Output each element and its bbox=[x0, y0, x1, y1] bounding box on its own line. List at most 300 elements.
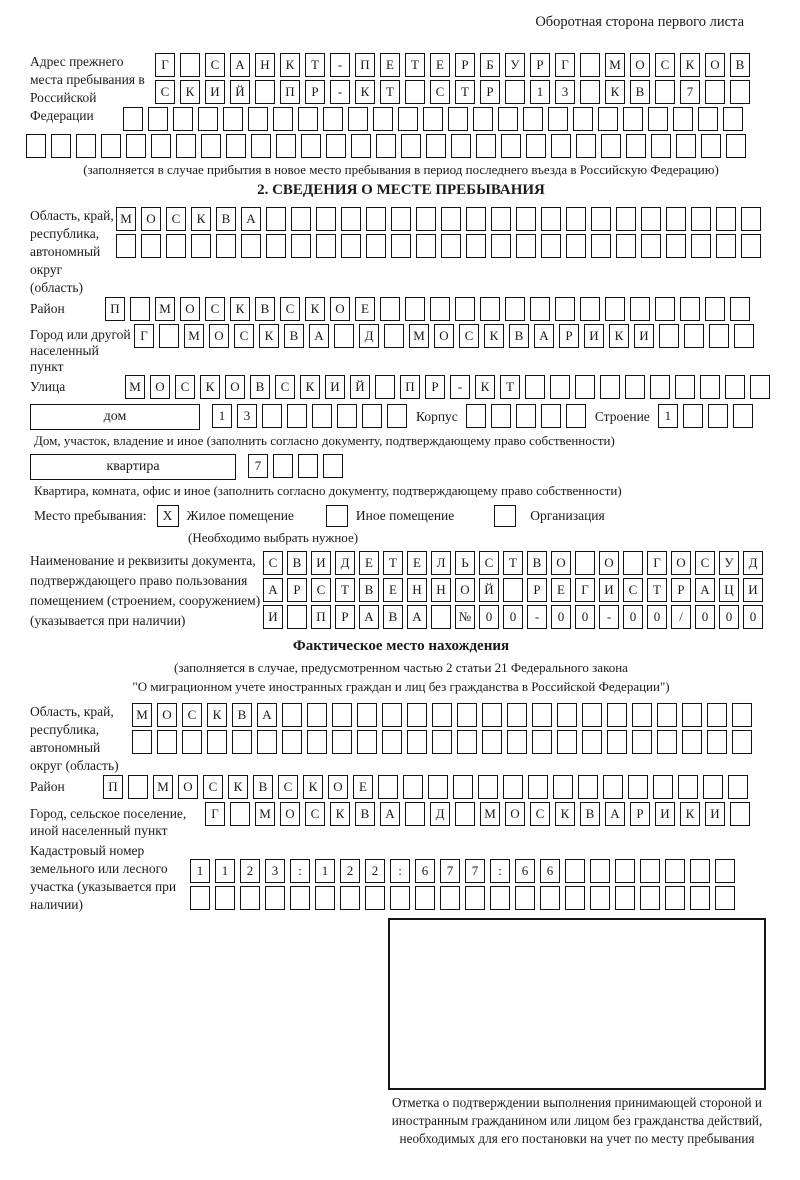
char-cell bbox=[705, 80, 725, 104]
char-cell bbox=[703, 775, 723, 799]
char-cell: 2 bbox=[240, 859, 260, 883]
char-cell bbox=[707, 703, 727, 727]
city-block bbox=[30, 324, 772, 375]
char-cell bbox=[273, 454, 293, 478]
char-cell bbox=[730, 802, 750, 826]
char-cell bbox=[455, 297, 475, 321]
char-cell bbox=[380, 297, 400, 321]
char-cell: К bbox=[484, 324, 504, 348]
char-cell bbox=[466, 404, 486, 428]
char-cell bbox=[600, 375, 620, 399]
char-cell: В bbox=[216, 207, 236, 231]
char-cell bbox=[482, 730, 502, 754]
char-cell bbox=[616, 234, 636, 258]
char-cell: Д bbox=[743, 551, 763, 575]
char-cell bbox=[575, 551, 595, 575]
char-cell: М bbox=[255, 802, 275, 826]
char-cell: С bbox=[275, 375, 295, 399]
previous-address-extra-row bbox=[26, 134, 772, 158]
char-cell bbox=[659, 324, 679, 348]
char-cell bbox=[591, 234, 611, 258]
char-cell bbox=[641, 207, 661, 231]
street-label: Улица bbox=[30, 379, 66, 394]
char-cell bbox=[401, 134, 421, 158]
char-cell bbox=[616, 207, 636, 231]
char-cell bbox=[666, 234, 686, 258]
actual-region-label: Область, край, республика, автономный округ (область) bbox=[30, 704, 119, 773]
char-cell: С bbox=[430, 80, 450, 104]
char-cell bbox=[566, 234, 586, 258]
char-cell: Е bbox=[359, 551, 379, 575]
char-row bbox=[205, 802, 755, 826]
char-cell bbox=[307, 730, 327, 754]
char-row bbox=[116, 234, 766, 258]
char-cell bbox=[498, 107, 518, 131]
char-cell: Т bbox=[380, 80, 400, 104]
char-cell bbox=[709, 324, 729, 348]
char-cell bbox=[373, 107, 393, 131]
char-cell: Р bbox=[335, 605, 355, 629]
char-cell bbox=[507, 703, 527, 727]
char-cell: 6 bbox=[540, 859, 560, 883]
char-cell bbox=[257, 730, 277, 754]
char-cell bbox=[441, 234, 461, 258]
region-cells bbox=[116, 207, 766, 261]
actual-region-cells bbox=[132, 703, 757, 757]
char-cell bbox=[607, 730, 627, 754]
district-block bbox=[30, 297, 772, 324]
char-cell bbox=[307, 703, 327, 727]
char-cell: П bbox=[400, 375, 420, 399]
char-cell: 1 bbox=[658, 404, 678, 428]
char-cell bbox=[340, 886, 360, 910]
char-cell bbox=[598, 107, 618, 131]
char-cell bbox=[684, 324, 704, 348]
char-cell bbox=[550, 375, 570, 399]
char-cell: С bbox=[155, 80, 175, 104]
char-cell bbox=[130, 297, 150, 321]
char-cell: Г bbox=[134, 324, 154, 348]
char-cell bbox=[348, 107, 368, 131]
char-cell: К bbox=[605, 80, 625, 104]
actual-location-note-2: "О миграционном учете иностранных граждан и лиц без гражданства в Российской Федерации") bbox=[132, 679, 670, 694]
char-cell bbox=[733, 404, 753, 428]
char-cell: 0 bbox=[719, 605, 739, 629]
char-cell bbox=[376, 134, 396, 158]
char-cell: К bbox=[207, 703, 227, 727]
char-cell bbox=[540, 886, 560, 910]
char-cell: Е bbox=[353, 775, 373, 799]
char-cell bbox=[665, 859, 685, 883]
char-cell bbox=[151, 134, 171, 158]
char-cell bbox=[190, 886, 210, 910]
char-cell bbox=[378, 775, 398, 799]
char-row bbox=[263, 578, 767, 602]
char-cell: Н bbox=[431, 578, 451, 602]
char-cell bbox=[683, 404, 703, 428]
char-cell bbox=[516, 234, 536, 258]
char-cell bbox=[316, 207, 336, 231]
char-cell bbox=[580, 53, 600, 77]
checkbox-organization bbox=[494, 505, 516, 527]
char-cell bbox=[553, 775, 573, 799]
char-cell bbox=[640, 859, 660, 883]
char-cell: - bbox=[330, 53, 350, 77]
char-cell bbox=[523, 107, 543, 131]
char-cell: Д bbox=[359, 324, 379, 348]
char-cell bbox=[390, 886, 410, 910]
char-cell bbox=[575, 375, 595, 399]
char-cell bbox=[198, 107, 218, 131]
checkbox-residential: X bbox=[157, 505, 179, 527]
char-cell bbox=[116, 234, 136, 258]
char-cell bbox=[655, 297, 675, 321]
char-cell bbox=[366, 234, 386, 258]
char-cell: К bbox=[228, 775, 248, 799]
char-cell bbox=[316, 234, 336, 258]
char-cell: К bbox=[305, 297, 325, 321]
char-cell bbox=[730, 297, 750, 321]
char-cell: Т bbox=[503, 551, 523, 575]
char-cell bbox=[453, 775, 473, 799]
char-cell: Р bbox=[530, 53, 550, 77]
char-cell: В bbox=[355, 802, 375, 826]
char-cell: : bbox=[390, 859, 410, 883]
char-cell bbox=[403, 775, 423, 799]
char-cell bbox=[734, 324, 754, 348]
stroenie-label: Строение bbox=[594, 409, 650, 424]
stamp-area bbox=[388, 918, 766, 1148]
char-cell bbox=[357, 703, 377, 727]
char-cell: И bbox=[325, 375, 345, 399]
char-cell: Р bbox=[287, 578, 307, 602]
char-cell: С bbox=[205, 53, 225, 77]
char-cell bbox=[382, 703, 402, 727]
char-cell bbox=[431, 605, 451, 629]
char-cell: 0 bbox=[623, 605, 643, 629]
char-cell bbox=[226, 134, 246, 158]
char-cell bbox=[707, 730, 727, 754]
char-cell bbox=[666, 207, 686, 231]
char-cell bbox=[405, 297, 425, 321]
char-cell: 3 bbox=[265, 859, 285, 883]
char-cell: С bbox=[263, 551, 283, 575]
char-cell bbox=[705, 297, 725, 321]
char-row bbox=[466, 404, 591, 428]
char-cell bbox=[675, 375, 695, 399]
char-cell bbox=[491, 404, 511, 428]
char-cell bbox=[337, 404, 357, 428]
char-cell: К bbox=[555, 802, 575, 826]
char-cell: Г bbox=[575, 578, 595, 602]
char-cell bbox=[301, 134, 321, 158]
char-cell: Г bbox=[205, 802, 225, 826]
char-cell bbox=[123, 107, 143, 131]
char-cell: П bbox=[311, 605, 331, 629]
char-cell: К bbox=[200, 375, 220, 399]
char-cell bbox=[382, 730, 402, 754]
char-cell bbox=[476, 134, 496, 158]
char-cell bbox=[298, 107, 318, 131]
char-cell: А bbox=[359, 605, 379, 629]
char-cell bbox=[362, 404, 382, 428]
char-cell bbox=[655, 80, 675, 104]
char-cell bbox=[565, 859, 585, 883]
char-row bbox=[105, 297, 755, 321]
char-cell bbox=[407, 703, 427, 727]
char-cell bbox=[132, 730, 152, 754]
char-cell bbox=[287, 605, 307, 629]
char-cell bbox=[428, 775, 448, 799]
char-cell bbox=[750, 375, 770, 399]
cadastral-label: Кадастровый номер земельного или лесного участка (указывается при наличии) bbox=[30, 843, 177, 912]
char-cell: 7 bbox=[680, 80, 700, 104]
char-cell: В bbox=[250, 375, 270, 399]
stay-type-note: (Необходимо выбрать нужное) bbox=[188, 530, 359, 545]
char-cell bbox=[241, 234, 261, 258]
char-row bbox=[263, 551, 767, 575]
char-cell bbox=[166, 234, 186, 258]
char-cell bbox=[387, 404, 407, 428]
char-cell: В bbox=[580, 802, 600, 826]
char-cell: И bbox=[655, 802, 675, 826]
char-cell: А bbox=[605, 802, 625, 826]
char-cell bbox=[516, 207, 536, 231]
char-cell: С bbox=[655, 53, 675, 77]
char-cell bbox=[530, 297, 550, 321]
char-cell bbox=[391, 234, 411, 258]
house-box-label: дом bbox=[30, 404, 200, 430]
char-cell: С bbox=[695, 551, 715, 575]
char-cell: К bbox=[303, 775, 323, 799]
char-cell bbox=[591, 207, 611, 231]
char-cell: - bbox=[527, 605, 547, 629]
char-cell bbox=[723, 107, 743, 131]
char-cell bbox=[516, 404, 536, 428]
char-cell: Р bbox=[305, 80, 325, 104]
char-cell bbox=[541, 207, 561, 231]
char-cell bbox=[491, 207, 511, 231]
char-cell: В bbox=[730, 53, 750, 77]
char-cell bbox=[423, 107, 443, 131]
char-cell: О bbox=[280, 802, 300, 826]
char-cell: О bbox=[551, 551, 571, 575]
char-cell bbox=[682, 730, 702, 754]
char-cell bbox=[478, 775, 498, 799]
char-cell bbox=[657, 730, 677, 754]
char-cell: О bbox=[178, 775, 198, 799]
option-residential-label: Жилое помещение bbox=[186, 508, 294, 523]
char-cell bbox=[332, 730, 352, 754]
char-cell bbox=[182, 730, 202, 754]
stay-type-row bbox=[34, 505, 772, 527]
char-cell bbox=[291, 207, 311, 231]
char-cell bbox=[676, 134, 696, 158]
char-cell bbox=[648, 107, 668, 131]
char-cell: Д bbox=[430, 802, 450, 826]
char-cell bbox=[341, 207, 361, 231]
char-cell bbox=[180, 53, 200, 77]
char-cell: Т bbox=[500, 375, 520, 399]
char-cell bbox=[457, 703, 477, 727]
char-cell: С bbox=[479, 551, 499, 575]
char-cell: М bbox=[153, 775, 173, 799]
char-cell: И bbox=[311, 551, 331, 575]
char-cell bbox=[266, 234, 286, 258]
char-cell bbox=[551, 134, 571, 158]
char-cell: Е bbox=[355, 297, 375, 321]
char-cell bbox=[240, 886, 260, 910]
char-cell: М bbox=[125, 375, 145, 399]
char-row bbox=[248, 454, 348, 478]
char-cell bbox=[407, 730, 427, 754]
char-cell: К bbox=[355, 80, 375, 104]
char-cell bbox=[715, 859, 735, 883]
char-cell: В bbox=[287, 551, 307, 575]
char-cell: Е bbox=[380, 53, 400, 77]
apartment-box-label: квартира bbox=[30, 454, 236, 480]
char-cell bbox=[480, 297, 500, 321]
char-cell bbox=[415, 886, 435, 910]
char-cell: А bbox=[257, 703, 277, 727]
street-block bbox=[30, 375, 772, 402]
char-cell bbox=[159, 324, 179, 348]
char-cell: Р bbox=[425, 375, 445, 399]
char-cell bbox=[323, 454, 343, 478]
char-cell bbox=[265, 886, 285, 910]
actual-city-label: Город, сельское поселение, иной населенный пункт bbox=[30, 806, 187, 838]
char-cell: М bbox=[409, 324, 429, 348]
char-cell: О bbox=[141, 207, 161, 231]
char-cell: Ь bbox=[455, 551, 475, 575]
checkbox-other-premises bbox=[326, 505, 348, 527]
actual-district-label: Район bbox=[30, 779, 65, 794]
char-cell bbox=[525, 375, 545, 399]
char-cell bbox=[605, 297, 625, 321]
char-cell bbox=[255, 80, 275, 104]
house-row bbox=[30, 404, 772, 431]
char-cell bbox=[440, 886, 460, 910]
char-cell bbox=[657, 703, 677, 727]
char-cell: Р bbox=[455, 53, 475, 77]
char-cell: П bbox=[355, 53, 375, 77]
char-cell: Т bbox=[405, 53, 425, 77]
char-cell bbox=[741, 207, 761, 231]
previous-address-note: (заполняется в случае прибытия в новое место пребывания в период последнего въезда в Российскую Федерацию) bbox=[83, 162, 719, 177]
char-cell: К bbox=[180, 80, 200, 104]
char-cell: Т bbox=[335, 578, 355, 602]
char-cell bbox=[716, 234, 736, 258]
char-cell bbox=[391, 207, 411, 231]
option-organization-label: Организация bbox=[530, 508, 605, 523]
char-cell: К bbox=[259, 324, 279, 348]
char-cell: В bbox=[232, 703, 252, 727]
char-cell bbox=[526, 134, 546, 158]
char-cell bbox=[282, 730, 302, 754]
char-cell: К bbox=[300, 375, 320, 399]
char-cell: И bbox=[599, 578, 619, 602]
char-cell: К bbox=[330, 802, 350, 826]
char-cell bbox=[630, 297, 650, 321]
char-cell bbox=[716, 207, 736, 231]
char-cell: П bbox=[105, 297, 125, 321]
char-cell: Е bbox=[383, 578, 403, 602]
char-cell: О bbox=[180, 297, 200, 321]
char-cell: А bbox=[534, 324, 554, 348]
char-cell: С bbox=[278, 775, 298, 799]
char-cell bbox=[641, 234, 661, 258]
actual-city-block bbox=[30, 802, 772, 839]
char-cell: О bbox=[209, 324, 229, 348]
char-cell bbox=[576, 134, 596, 158]
char-cell bbox=[416, 234, 436, 258]
char-cell: И bbox=[705, 802, 725, 826]
char-cell bbox=[432, 703, 452, 727]
char-cell: 0 bbox=[575, 605, 595, 629]
char-cell bbox=[405, 802, 425, 826]
char-cell bbox=[505, 80, 525, 104]
char-cell: В bbox=[509, 324, 529, 348]
char-cell bbox=[176, 134, 196, 158]
char-cell bbox=[732, 730, 752, 754]
char-cell bbox=[173, 107, 193, 131]
char-cell bbox=[126, 134, 146, 158]
char-row bbox=[116, 207, 766, 231]
korpus-label: Корпус bbox=[416, 409, 458, 424]
char-cell: Р bbox=[671, 578, 691, 602]
char-cell: В bbox=[383, 605, 403, 629]
actual-region-block bbox=[30, 703, 772, 775]
char-cell: А bbox=[309, 324, 329, 348]
char-cell bbox=[590, 886, 610, 910]
char-cell bbox=[555, 297, 575, 321]
char-cell bbox=[157, 730, 177, 754]
char-cell bbox=[651, 134, 671, 158]
char-cell bbox=[615, 886, 635, 910]
char-cell: Й bbox=[479, 578, 499, 602]
char-row bbox=[212, 404, 412, 428]
char-cell: И bbox=[263, 605, 283, 629]
char-cell bbox=[291, 234, 311, 258]
char-cell: В bbox=[284, 324, 304, 348]
char-cell: С bbox=[205, 297, 225, 321]
char-cell bbox=[207, 730, 227, 754]
document-block bbox=[30, 551, 772, 632]
char-cell: Ц bbox=[719, 578, 739, 602]
cadastral-cells bbox=[190, 859, 740, 913]
region-label: Область, край, республика, автономный округ (область) bbox=[30, 208, 114, 295]
char-cell: М bbox=[155, 297, 175, 321]
char-cell: К bbox=[280, 53, 300, 77]
char-cell bbox=[565, 886, 585, 910]
char-cell: 0 bbox=[479, 605, 499, 629]
char-cell bbox=[653, 775, 673, 799]
char-cell: Й bbox=[230, 80, 250, 104]
char-cell bbox=[557, 703, 577, 727]
char-cell bbox=[566, 207, 586, 231]
char-cell bbox=[230, 802, 250, 826]
char-cell: 1 bbox=[315, 859, 335, 883]
char-cell bbox=[582, 730, 602, 754]
char-cell: № bbox=[455, 605, 475, 629]
section2-title: 2. СВЕДЕНИЯ О МЕСТЕ ПРЕБЫВАНИЯ bbox=[257, 182, 545, 198]
char-cell: С bbox=[166, 207, 186, 231]
char-cell: В bbox=[630, 80, 650, 104]
char-cell bbox=[405, 80, 425, 104]
char-cell bbox=[580, 297, 600, 321]
char-cell bbox=[532, 703, 552, 727]
char-cell bbox=[690, 859, 710, 883]
